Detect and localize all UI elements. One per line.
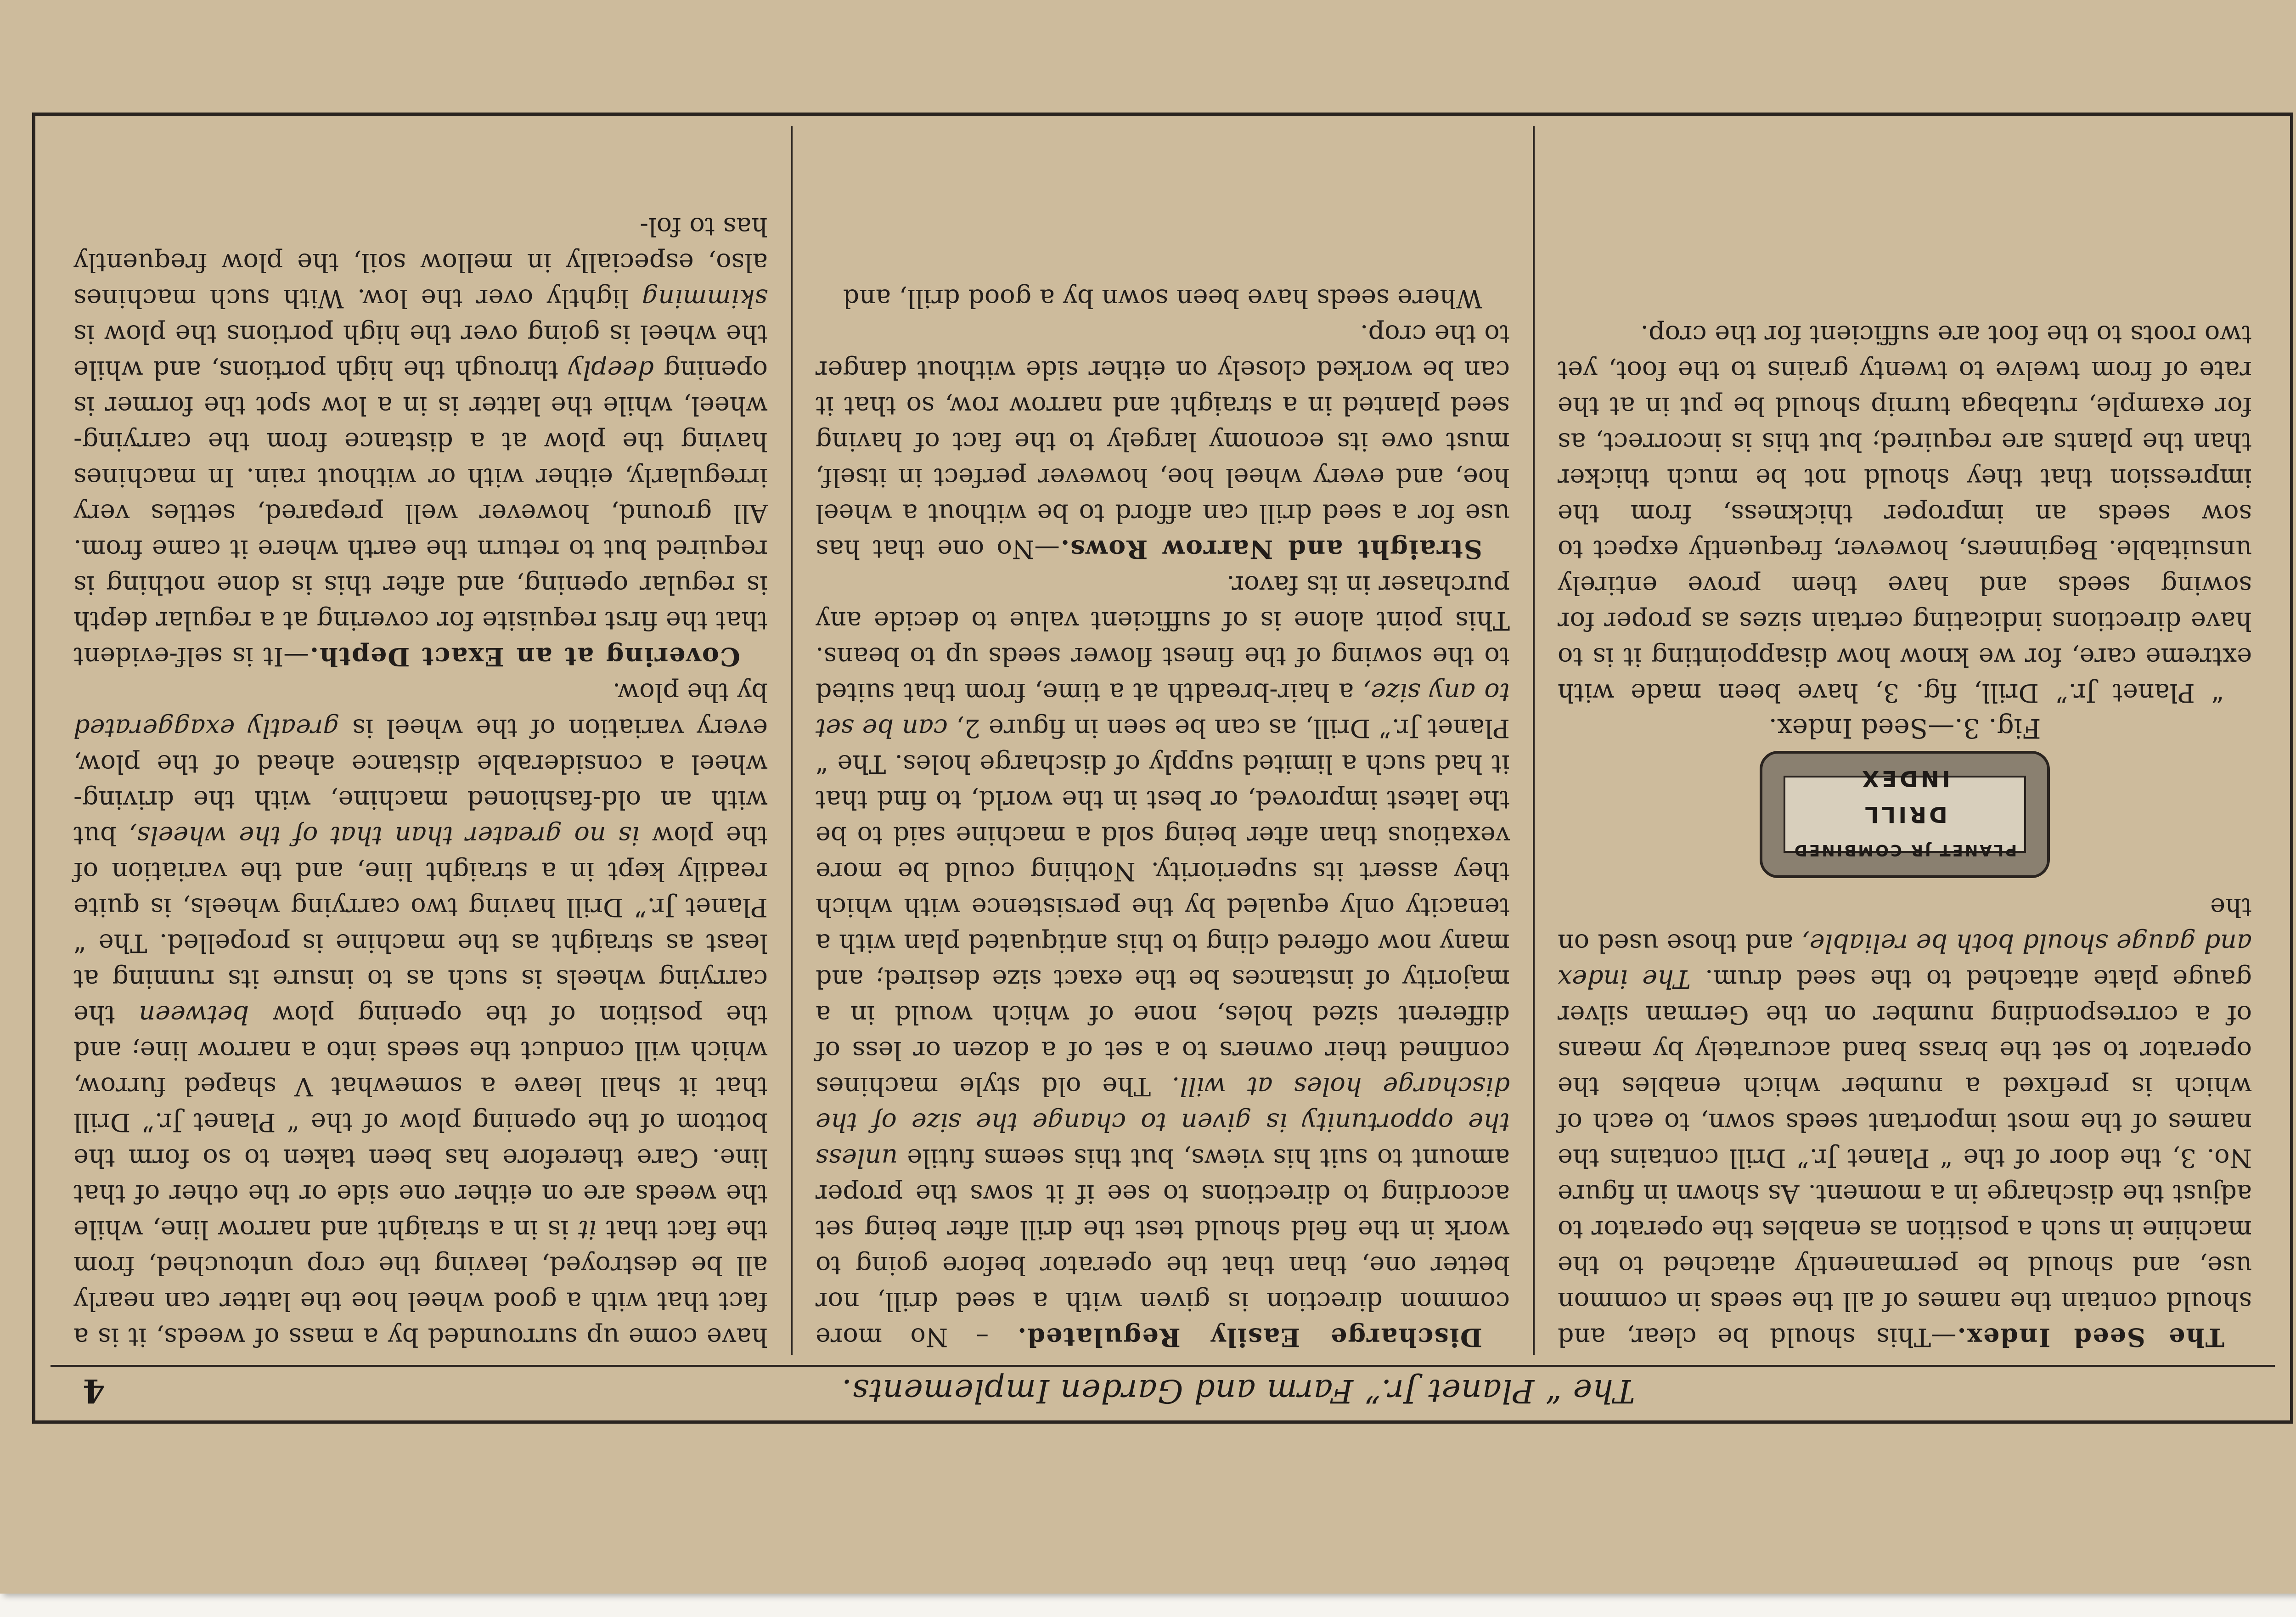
paragraph-text: —It is self-evident that the first requisite for covering at a regular depth is regular opening, and after this is done nothing is required but to return the earth where it came from. All ground, however well prepared, settles very irregularly, either with or without rain. In machines having the plow at a distance from the carrying-wheel, while the latter is in a low spot the former is opening [73,355,768,671]
paragraph-text: the carrying wheels is such as to insure its running at least as straight as the machine is propelled. The “ Planet Jr.” Drill having two carrying wheels, is quite readily kept in a straight line, and the variation of the plow [73,821,768,1030]
emphasis-text: greatly exaggerated [73,713,340,743]
emphasis-text: between [139,1000,249,1030]
paragraph [73,208,768,674]
seed-index-plate [1784,766,2026,860]
paragraph-text: through the high portions, and while the wheel is going over the high portions the plow is [73,319,768,385]
paragraph-text: have come up surrounded by a mass of weeds, it is a fact that with a good wheel hoe the latter can nearly all be destroyed, leaving the crop untouched, from the fact that [73,1215,768,1352]
paragraph [816,567,1510,1355]
paragraph [73,674,768,1355]
paragraph: “ Planet Jr.” Drill, fig. 3, have been made with extreme care, for we know how disappointing it is to have directions indicating certain sizes as proper for sowing seeds and have them prove entirely unsuitable. Beginners, however, frequently expect to sow seeds an improper thickness, from the impression that they should not be much thicker than the plants are required; but this is incorrect, as for example, rutabaga turnip should be put in at the rate of from twelve to twenty grains to the foot, yet two roots to the foot are sufficient for the crop. [1558,320,2252,708]
paragraph: Where seeds have been sown by a good drill, and [843,283,1482,313]
figure-brand-text: PLANET JR COMBINED [1792,841,2017,860]
paragraph [816,316,1510,567]
column-2 [793,126,1535,1355]
column-1 [1535,126,2275,1355]
emphasis-text: deeply [568,355,654,385]
paragraph-text: but with an old-fashioned machine, with the driving-wheel a considerable distance ahead of the plow, every variation of the wheel is [73,713,768,851]
paragraph-text: – No more common direction is given with a seed drill, nor better one, than that the operator before going to work in the field should test the drill after being set according to directions to see if it sows the proper amount to suit his views, but this seems futile [816,1143,1510,1352]
page-header [51,1365,2275,1415]
emphasis-text: is no greater than that of the wheels, [129,821,640,851]
figure-caption: Fig. 3.—Seed Index. [1768,713,2041,744]
paragraph-text: lightly over the low. With such machines also, especially in mellow soil, the plow frequently has to fol- [73,212,768,313]
section-heading: The Seed Index. [1956,1322,2224,1352]
column-3 [51,126,793,1355]
emphasis-text: The index and gauge should both be reliable, [1558,928,2252,994]
running-head: The “ Planet Jr.” Farm and Garden Implements. [841,1372,1635,1410]
emphasis-text: unless the opportunity is given to change the size of the discharge holes at will. [816,1071,1510,1173]
paragraph-text: —No one that has use for a seed drill can afford to be without a wheel hoe, and every wheel hoe, however perfect in itself, must owe its economy largely to the fact of having seed planted in a straight and narrow row, so that it can be worked closely on either side without danger to the crop. [816,319,1510,564]
page-number: 4 [83,1372,105,1410]
section-heading: Covering at an Exact Depth. [309,642,740,671]
figure-label: INDEX [1859,766,1950,792]
paragraph-text: The old style machines confined their owners to a set of a dozen or less of different sized holes, none of which would in a majority of instances be the exact size desired; and many now offered cling to this antiquated plan with a tenacity only equaled by the persistence with which they assert its superiority. Nothing could be more vexatious than after being sold a machine said to be the latest improved, or best in the world, to find that it had such a limited supply of discharge holes. The “ Planet Jr.” Drill, as can be seen in figure 2, [816,713,1510,1101]
paragraph-text: a hair-breadth at a time, from that suited to the sowing of the finest flower seeds up to beans. This point alone is of sufficient value to decide any purchaser in its favor. [816,570,1510,707]
emphasis-text: skimming [642,283,768,313]
paragraph-text: —This should be clear, and should contain the names of all the seeds in common use, and should be permanently attached to the machine in such a position as enables the operator to adjust the discharge in a moment. As shown in figure No. 3, the door of the “ Planet Jr.” Drill contains the names of the most important seeds sown, to each of which is prefixed a number which enables the operator to set the brass band accurately by means of a corresponding number on the German silver gauge plate attached to the seed drum. [1558,964,2252,1352]
paragraph-text: is in a straight and narrow line, while the weeds are on either one side or the other of that line. Care therefore has been taken to so form the bottom of the opening plow of the “ Planet Jr.” Drill that it shall leave a somewhat V shaped furrow, which will conduct the seeds into a narrow line; and the position of the opening plow [73,1000,768,1245]
emphasis-text: can be set to any size, [815,677,1510,743]
paragraph-text: and those used on the [1558,892,2252,958]
page-content-rotated [32,113,2293,1424]
emphasis-text: it [578,1215,597,1245]
paragraph-text: by the plow. [612,677,768,707]
section-heading: Discharge Easily Regulated. [1017,1322,1482,1352]
paragraph [1558,889,2252,1355]
text-columns [51,126,2275,1355]
figure-label: DRILL [1862,801,1947,828]
section-heading: Straight and Narrow Rows. [1059,534,1482,564]
seed-index-figure [1760,751,2050,878]
